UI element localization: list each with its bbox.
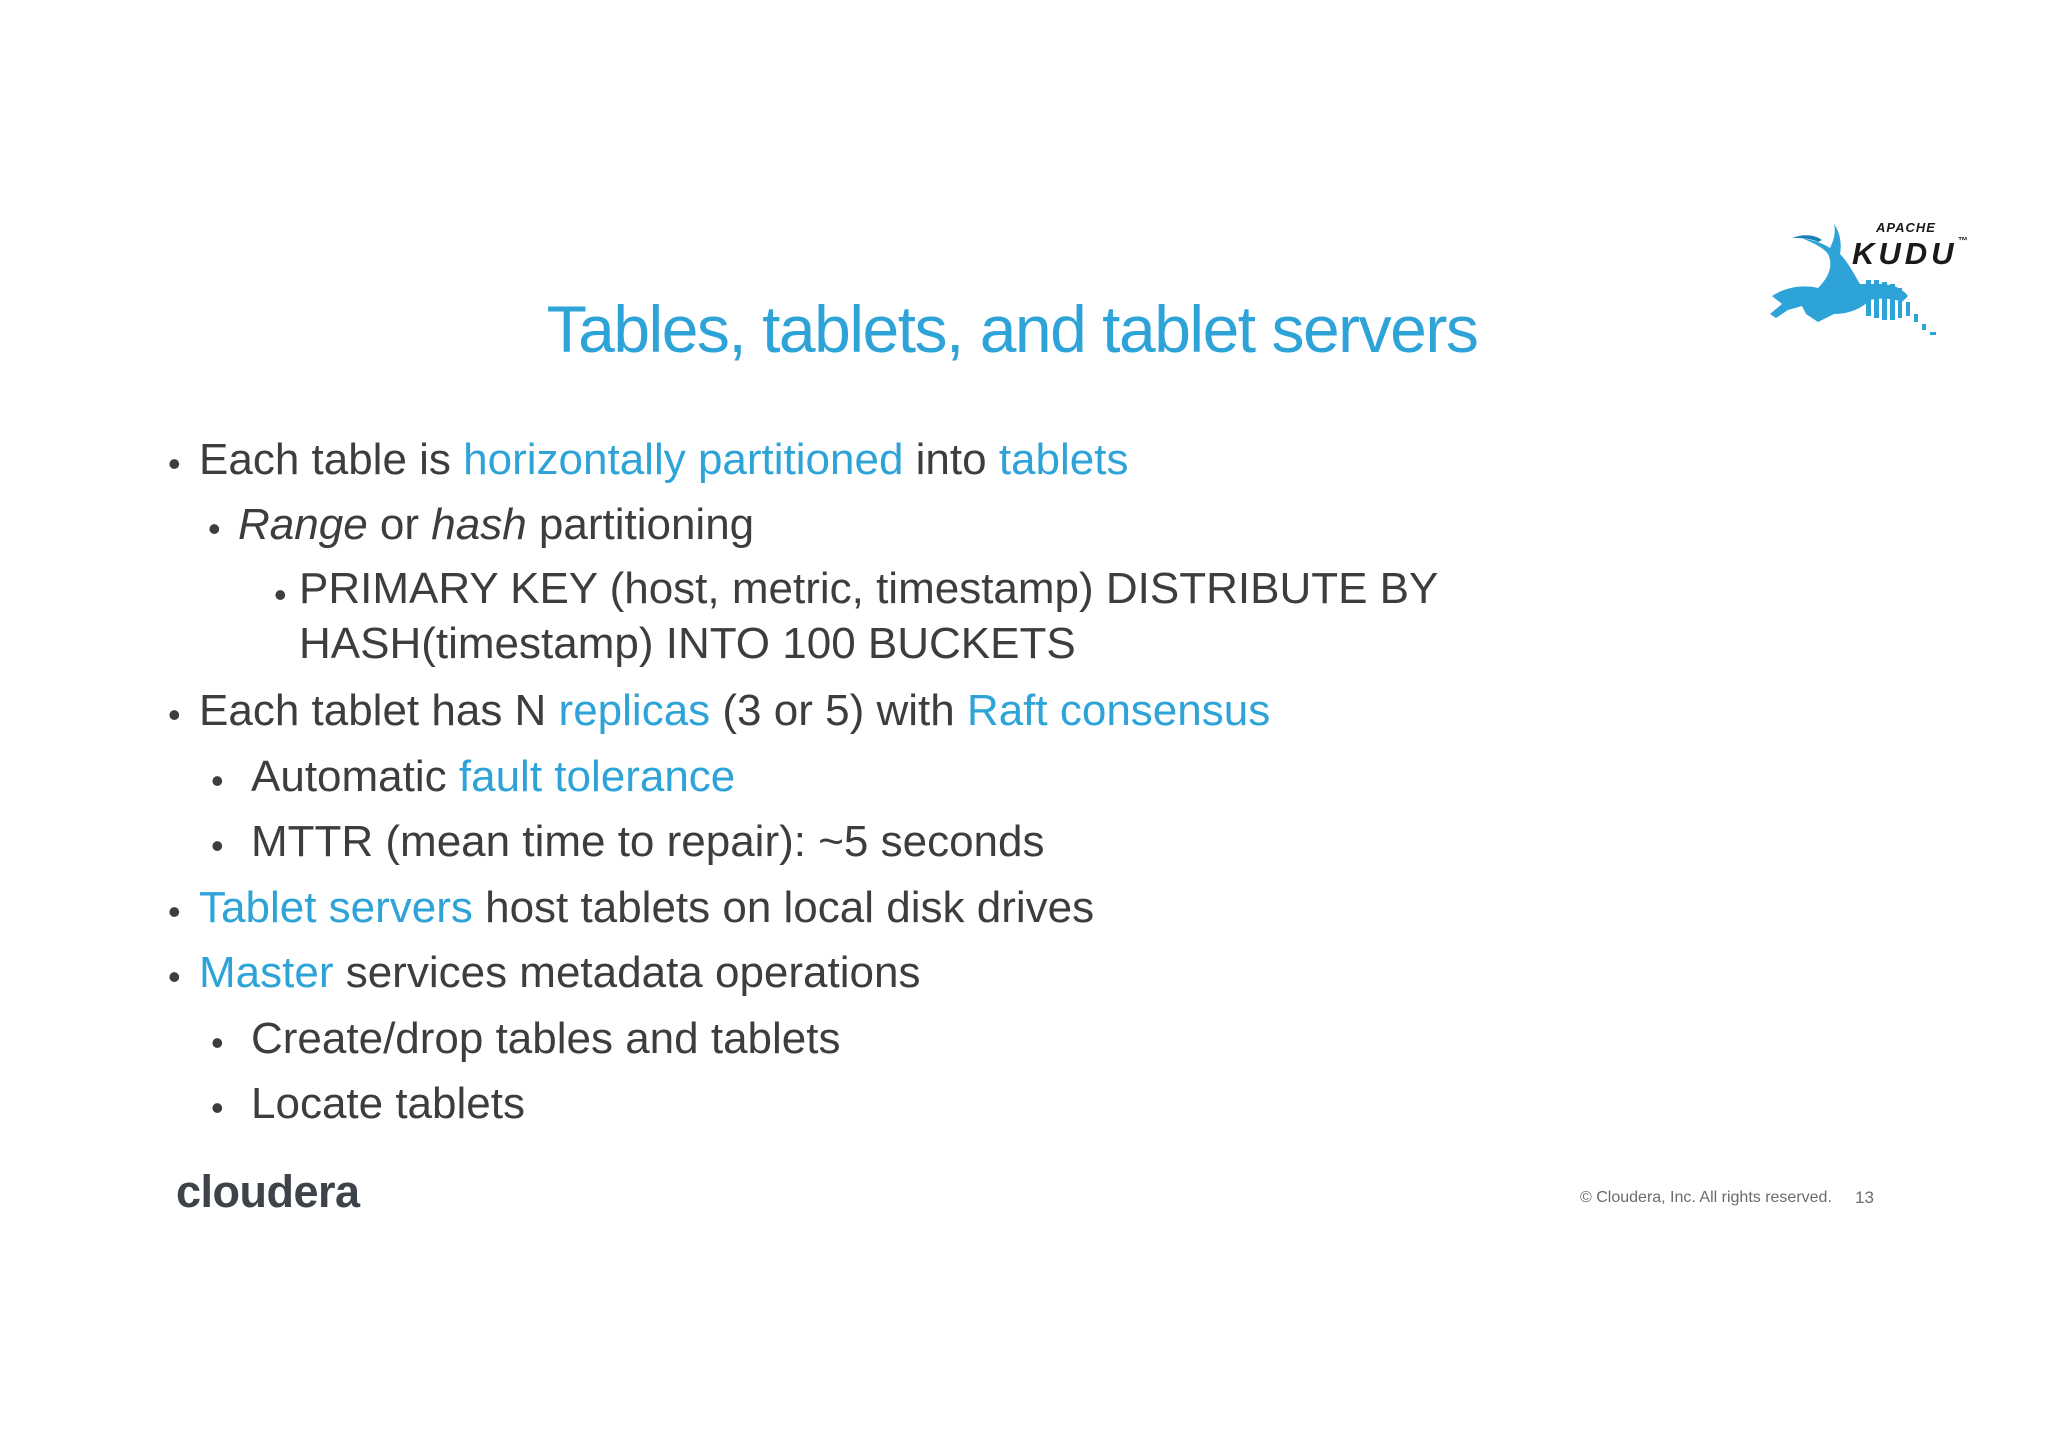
- highlight-horizontally-partitioned: horizontally partitioned: [463, 435, 904, 484]
- logo-kudu-text: [1852, 236, 1972, 272]
- bullet-marker: •: [211, 1087, 224, 1128]
- bullet-marker: •: [274, 574, 287, 615]
- bullet-marker: •: [211, 1022, 224, 1063]
- text: Automatic: [251, 752, 459, 801]
- list-item: [199, 948, 921, 997]
- text: (3 or 5) with: [710, 686, 967, 735]
- page-number: 13: [1855, 1188, 1874, 1207]
- list-item: MTTR (mean time to repair): ~5 seconds: [251, 817, 1045, 866]
- text: into: [903, 435, 999, 484]
- slide-title: Tables, tablets, and tablet servers: [546, 292, 1478, 366]
- cloudera-logo: cloudera: [176, 1166, 360, 1217]
- list-item: Create/drop tables and tablets: [251, 1014, 841, 1063]
- bullet-marker: •: [168, 443, 181, 484]
- list-item: [199, 435, 1129, 484]
- list-item: [251, 752, 736, 801]
- highlight-tablets: tablets: [998, 435, 1129, 484]
- bullet-marker: •: [211, 825, 224, 866]
- list-item: [199, 883, 1095, 932]
- text: services metadata operations: [333, 948, 921, 997]
- text-hash: hash: [431, 500, 527, 549]
- bullet-marker: •: [211, 760, 224, 801]
- list-item: PRIMARY KEY (host, metric, timestamp) DISTRIBUTE BY: [299, 564, 1439, 613]
- list-item-continuation: HASH(timestamp) INTO 100 BUCKETS: [299, 619, 1076, 668]
- text: or: [367, 500, 432, 549]
- text: host tablets on local disk drives: [472, 883, 1095, 932]
- logo-kudu-word: KUDU: [1852, 236, 1958, 271]
- highlight-raft-consensus: Raft consensus: [966, 686, 1271, 735]
- list-item: Locate tablets: [251, 1079, 525, 1128]
- list-item: [199, 686, 1271, 735]
- text: Each table is: [199, 435, 464, 484]
- bullet-marker: •: [168, 694, 181, 735]
- bullet-marker: •: [208, 508, 221, 549]
- highlight-replicas: replicas: [558, 686, 711, 735]
- copyright-text: © Cloudera, Inc. All rights reserved.: [1580, 1189, 1832, 1206]
- logo-trademark: ™: [1957, 236, 1972, 247]
- bullet-marker: •: [168, 891, 181, 932]
- highlight-master: Master: [199, 948, 334, 997]
- text: Each tablet has N: [199, 686, 559, 735]
- highlight-fault-tolerance: fault tolerance: [458, 752, 736, 801]
- text: partitioning: [526, 500, 755, 549]
- list-item: [238, 500, 755, 549]
- bullet-marker: •: [168, 956, 181, 997]
- logo-apache-text: APACHE: [1876, 220, 1936, 235]
- highlight-tablet-servers: Tablet servers: [199, 883, 473, 932]
- text-range: Range: [238, 500, 368, 549]
